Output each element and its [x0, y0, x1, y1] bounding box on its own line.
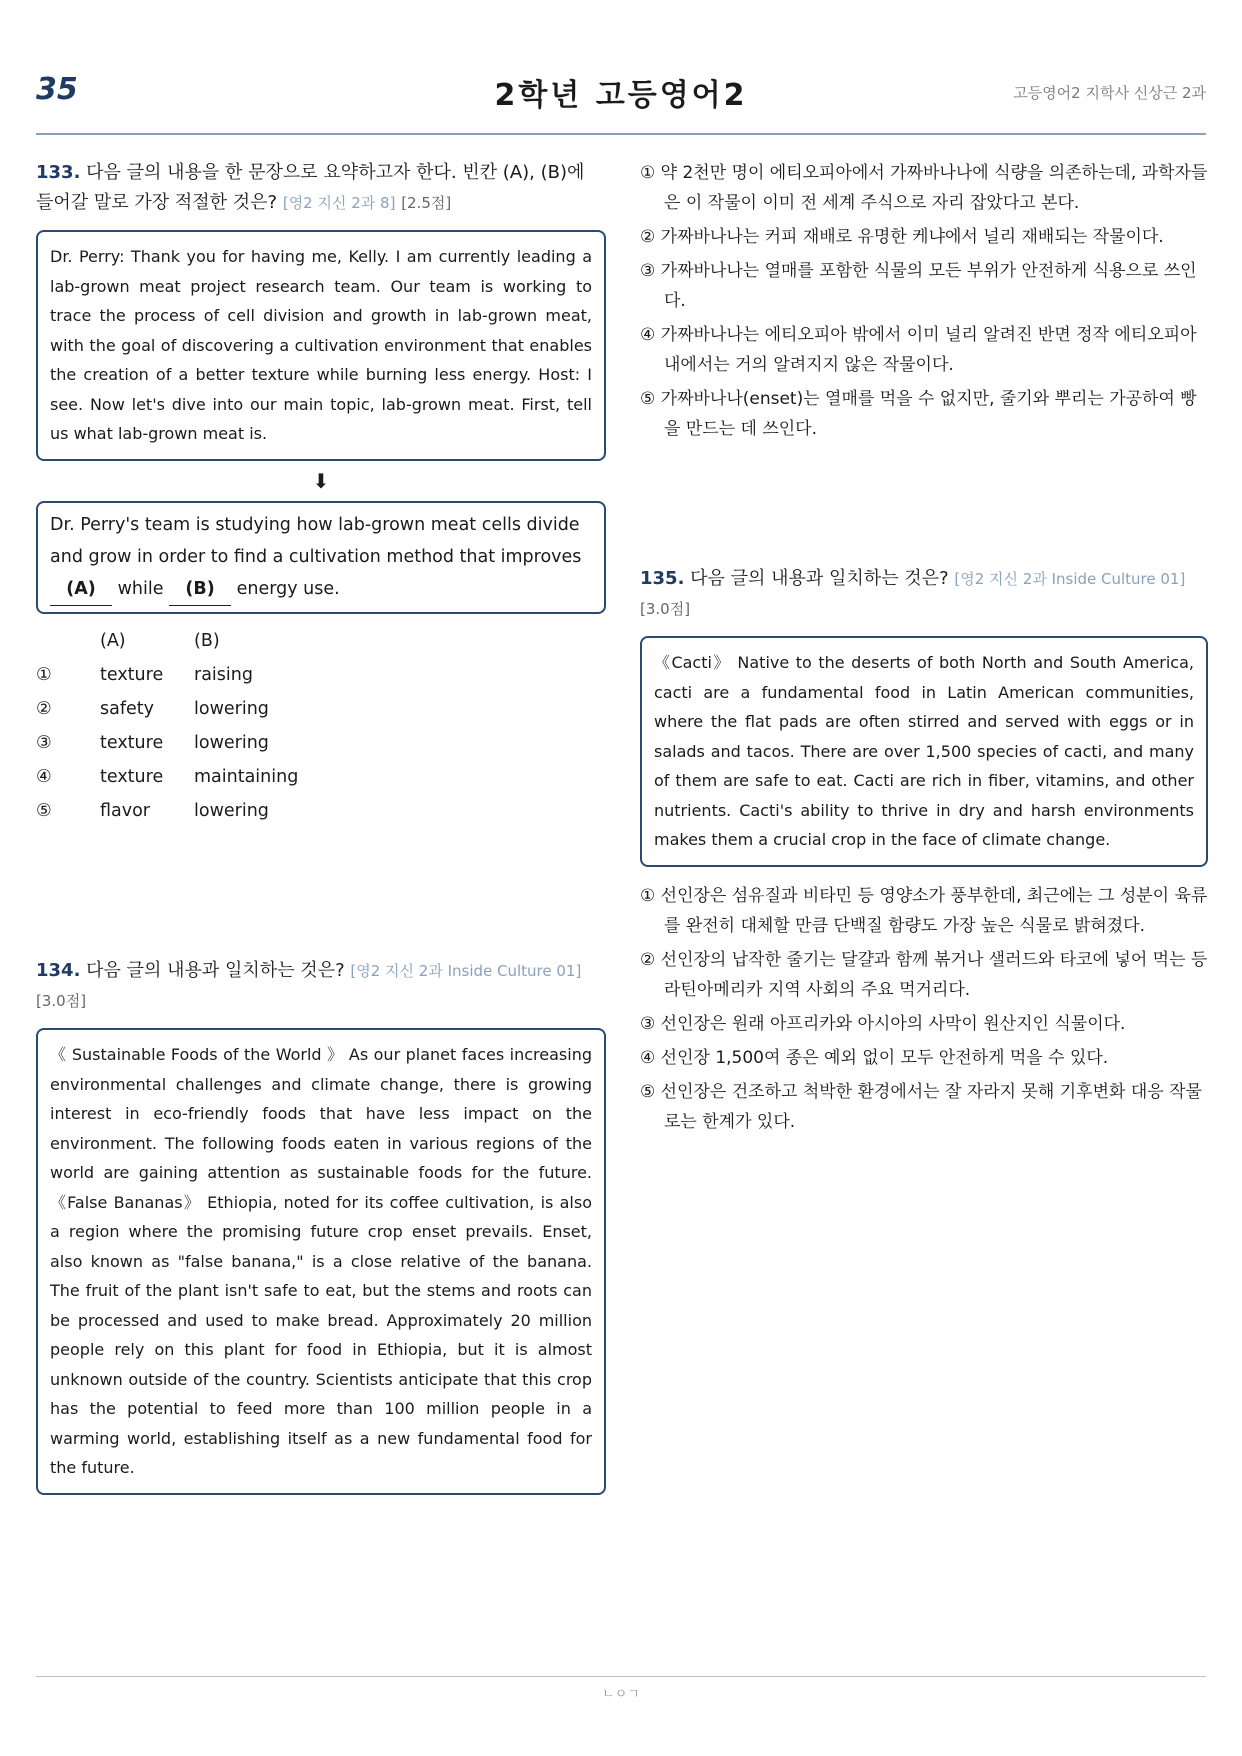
column-header-a: (A) — [100, 630, 126, 651]
passage-box: Dr. Perry: Thank you for having me, Kelly. I am currently leading a lab-grown meat project research team. Our team is working to trace the process of cell division and growth in lab-grown meat, with the goal of discovering a cultivation environment that enables the creation of a better texture while burning less energy. Host: I see. Now let's dive into our main topic, lab-grown meat. First, tell us what lab-grown meat is. — [36, 230, 606, 461]
answer-options-table — [36, 624, 298, 828]
option-mark: ④ — [36, 766, 52, 787]
answer-option[interactable] — [36, 726, 298, 760]
option-mark: ③ — [36, 732, 52, 753]
arrow-down-icon: ⬇ — [312, 468, 330, 493]
answer-choice[interactable]: ④ 가짜바나나는 에티오피아 밖에서 이미 널리 알려진 반면 정작 에티오피아 내에서는 거의 알려지지 않은 작물이다. — [640, 325, 1197, 375]
option-mark: ① — [36, 664, 52, 685]
option-b: lowering — [194, 732, 269, 753]
question-number: 135. — [640, 568, 685, 589]
blank-a: (A) — [50, 573, 112, 606]
summary-text: while — [117, 578, 164, 599]
question-score: [3.0점] — [36, 992, 87, 1010]
summary-text: Dr. Perry's team is studying how lab-grown meat cells divide and grow in order to find a cultivation method that improves — [50, 514, 582, 567]
question-134 — [36, 956, 606, 1495]
question-text: 다음 글의 내용을 한 문장으로 요약하고자 한다. 빈칸 (A), (B)에 들어갈 말로 가장 적절한 것은? — [36, 162, 585, 213]
answer-option[interactable] — [36, 760, 298, 794]
option-mark: ⑤ — [36, 800, 52, 821]
header-divider — [36, 133, 1206, 135]
question-135-choices — [640, 881, 1208, 1137]
right-column — [640, 158, 1208, 1132]
question-score: [3.0점] — [640, 600, 691, 618]
answer-option[interactable] — [36, 658, 298, 692]
column-header-b: (B) — [194, 630, 220, 651]
option-mark: ② — [36, 698, 52, 719]
answer-choice[interactable]: ① 약 2천만 명이 에티오피아에서 가짜바나나에 식량을 의존하는데, 과학자들은 이 작물이 이미 전 세계 주식으로 자리 잡았다고 본다. — [640, 163, 1208, 213]
question-source: [영2 지신 2과 Inside Culture 01] — [954, 570, 1186, 588]
question-score: [2.5점] — [401, 194, 452, 212]
answer-choice[interactable]: ⑤ 선인장은 건조하고 척박한 환경에서는 잘 자라지 못해 기후변화 대응 작물로는 한계가 있다. — [640, 1081, 1202, 1132]
answer-choice[interactable]: ③ 가짜바나나는 열매를 포함한 식물의 모든 부위가 안전하게 식용으로 쓰인다. — [640, 261, 1197, 311]
summary-box — [36, 501, 606, 614]
answer-choice[interactable]: ② 가짜바나나는 커피 재배로 유명한 케냐에서 널리 재배되는 작물이다. — [640, 227, 1164, 247]
question-number: 134. — [36, 960, 81, 981]
question-133-header — [36, 158, 606, 218]
question-134-choices — [640, 158, 1208, 444]
option-b: lowering — [194, 800, 269, 821]
option-a: texture — [100, 766, 164, 787]
answer-option[interactable] — [36, 794, 298, 828]
page-header — [36, 60, 1206, 120]
page-number: 35 — [36, 72, 78, 107]
option-a: safety — [100, 698, 154, 719]
left-column — [36, 158, 606, 1477]
answer-choice[interactable]: ① 선인장은 섬유질과 비타민 등 영양소가 풍부한데, 최근에는 그 성분이 육류를 완전히 대체할 만큼 단백질 함량도 가장 높은 식물로 밝혀졌다. — [640, 885, 1208, 936]
passage-box: 《Cacti》 Native to the deserts of both North and South America, cacti are a fundamental food in Latin American communities, where the flat pads are often stirred and served with eggs or in salads and tacos. There are over 1,500 species of cacti, and many of them are safe to eat. Cacti are rich in fiber, vitamins, and other nutrients. Cacti's ability to thrive in dry and harsh environments makes them a crucial crop in the face of climate change. — [640, 636, 1208, 867]
option-b: lowering — [194, 698, 269, 719]
blank-b: (B) — [169, 573, 231, 606]
question-135 — [640, 564, 1208, 1141]
page-subtitle: 고등영어2 지학사 신상근 2과 — [1013, 84, 1206, 102]
question-source: [영2 지신 2과 8] — [282, 194, 396, 212]
option-b: raising — [194, 664, 253, 685]
question-134-header — [36, 956, 606, 1016]
question-text: 다음 글의 내용과 일치하는 것은? — [86, 960, 345, 981]
answer-choice[interactable]: ④ 선인장 1,500여 종은 예외 없이 모두 안전하게 먹을 수 있다. — [640, 1047, 1109, 1068]
summary-text: energy use. — [236, 578, 340, 599]
passage-box: 《 Sustainable Foods of the World 》 As our planet faces increasing environmental challenges and climate change, there is growing interest in eco-friendly foods that have less impact on the environment. The following foods eaten in various regions of the world are gaining attention as sustainable foods for the future. 《False Bananas》 Ethiopia, noted for its coffee cultivation, is also a region where the promising future crop enset prevails. Enset, also known as "false banana," is a close relative of the banana. The fruit of the plant isn't safe to eat, but the stems and roots can be processed and used to make bread. Approximately 20 million people rely on this plant for food in Ethiopia, but it is almost unknown outside of the country. Scientists anticipate that this crop has the potential to feed more than 100 million people in a warming world, establishing itself as a new fundamental food for the future. — [36, 1028, 606, 1495]
option-b: maintaining — [194, 766, 299, 787]
question-number: 133. — [36, 162, 81, 183]
answer-choice[interactable]: ② 선인장의 납작한 줄기는 달걀과 함께 볶거나 샐러드와 타코에 넣어 먹는 등 라틴아메리카 지역 사회의 주요 먹거리다. — [640, 949, 1208, 1000]
option-a: flavor — [100, 800, 151, 821]
answer-choice[interactable]: ⑤ 가짜바나나(enset)는 열매를 먹을 수 없지만, 줄기와 뿌리는 가공하여 빵을 만드는 데 쓰인다. — [640, 389, 1197, 439]
page-title: 2학년 고등영어2 — [494, 78, 748, 113]
question-135-header — [640, 564, 1208, 624]
answer-option[interactable] — [36, 692, 298, 726]
question-source: [영2 지신 2과 Inside Culture 01] — [350, 962, 582, 980]
option-a: texture — [100, 664, 164, 685]
footer-mark: ㄴㅇㄱ — [602, 1687, 640, 1702]
footer-divider — [36, 1676, 1206, 1677]
question-text: 다음 글의 내용과 일치하는 것은? — [690, 568, 949, 589]
answer-choice[interactable]: ③ 선인장은 원래 아프리카와 아시아의 사막이 원산지인 식물이다. — [640, 1013, 1126, 1034]
question-133 — [36, 158, 606, 828]
option-a: texture — [100, 732, 164, 753]
